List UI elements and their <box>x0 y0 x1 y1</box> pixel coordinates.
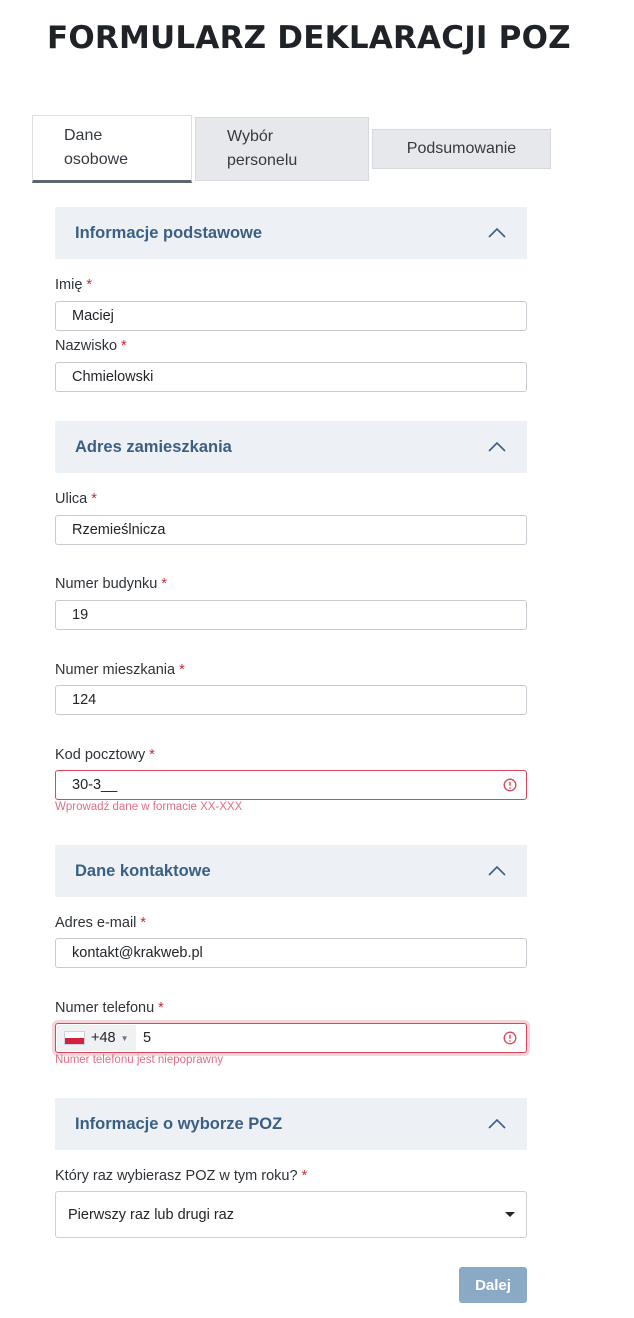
page-title: FORMULARZ DEKLARACJI POZ <box>47 20 571 56</box>
tab-summary[interactable] <box>372 129 551 169</box>
tab-label: Dane osobowe <box>64 127 129 168</box>
required-mark: * <box>121 338 127 354</box>
caret-down-icon <box>505 1212 515 1217</box>
first-name-label: Imię * <box>55 277 93 293</box>
required-mark: * <box>86 277 93 293</box>
street-label: Ulica * <box>55 491 97 507</box>
building-number-input[interactable]: 19 <box>55 600 527 630</box>
phone-value: 5 <box>143 1030 152 1046</box>
section-title: Informacje o wyborze POZ <box>75 1114 283 1133</box>
poz-choice-select[interactable] <box>55 1191 527 1238</box>
selected-option: Pierwszy raz lub drugi raz <box>68 1206 234 1223</box>
last-name-label: Nazwisko * <box>55 338 127 354</box>
chevron-up-icon <box>487 865 507 877</box>
section-header-address[interactable] <box>55 421 527 473</box>
error-icon <box>503 778 517 792</box>
chevron-up-icon <box>487 227 507 239</box>
chevron-up-icon <box>487 441 507 453</box>
tab-staff-selection[interactable] <box>195 117 369 181</box>
tab-label: Podsumowanie <box>406 140 517 157</box>
building-number-label: Numer budynku * <box>55 576 168 592</box>
postal-code-input[interactable]: 30-3__ <box>55 770 527 800</box>
email-label: Adres e-mail * <box>55 915 147 931</box>
required-mark: * <box>158 1000 164 1016</box>
phone-error: Numer telefonu jest niepoprawny <box>55 1054 224 1066</box>
section-header-basic-info[interactable] <box>55 207 527 259</box>
section-header-contact[interactable] <box>55 845 527 897</box>
required-mark: * <box>149 747 155 763</box>
postal-code-error: Wprowadź dane w formacie XX-XXX <box>55 801 243 813</box>
caret-down-icon: ▼ <box>120 1033 129 1043</box>
country-code: +48 <box>91 1030 116 1046</box>
required-mark: * <box>91 491 97 507</box>
poz-choice-label: Który raz wybierasz POZ w tym roku? * <box>55 1168 308 1184</box>
section-title: Dane kontaktowe <box>75 861 211 880</box>
section-header-poz-choice[interactable] <box>55 1098 527 1150</box>
required-mark: * <box>179 662 185 678</box>
street-input[interactable]: Rzemieślnicza <box>55 515 527 545</box>
required-mark: * <box>140 915 147 931</box>
required-mark: * <box>161 576 168 592</box>
section-title: Informacje podstawowe <box>75 223 263 242</box>
country-code-select[interactable] <box>57 1025 136 1051</box>
postal-code-label: Kod pocztowy * <box>55 747 155 763</box>
phone-input[interactable] <box>55 1023 527 1053</box>
email-input[interactable]: kontakt@krakweb.pl <box>55 938 527 968</box>
apartment-number-label: Numer mieszkania * <box>55 662 185 678</box>
error-icon <box>503 1031 517 1045</box>
apartment-number-input[interactable]: 124 <box>55 685 527 715</box>
first-name-input[interactable]: Maciej <box>55 301 527 331</box>
section-title: Adres zamieszkania <box>75 437 232 456</box>
poland-flag-icon <box>64 1031 85 1045</box>
required-mark: * <box>301 1168 308 1184</box>
tab-label: Wybór personelu <box>227 128 298 169</box>
phone-label: Numer telefonu * <box>55 1000 164 1016</box>
last-name-input[interactable]: Chmielowski <box>55 362 527 392</box>
next-button[interactable]: Dalej <box>459 1267 527 1303</box>
tab-personal-data[interactable] <box>32 115 192 183</box>
chevron-up-icon <box>487 1118 507 1130</box>
